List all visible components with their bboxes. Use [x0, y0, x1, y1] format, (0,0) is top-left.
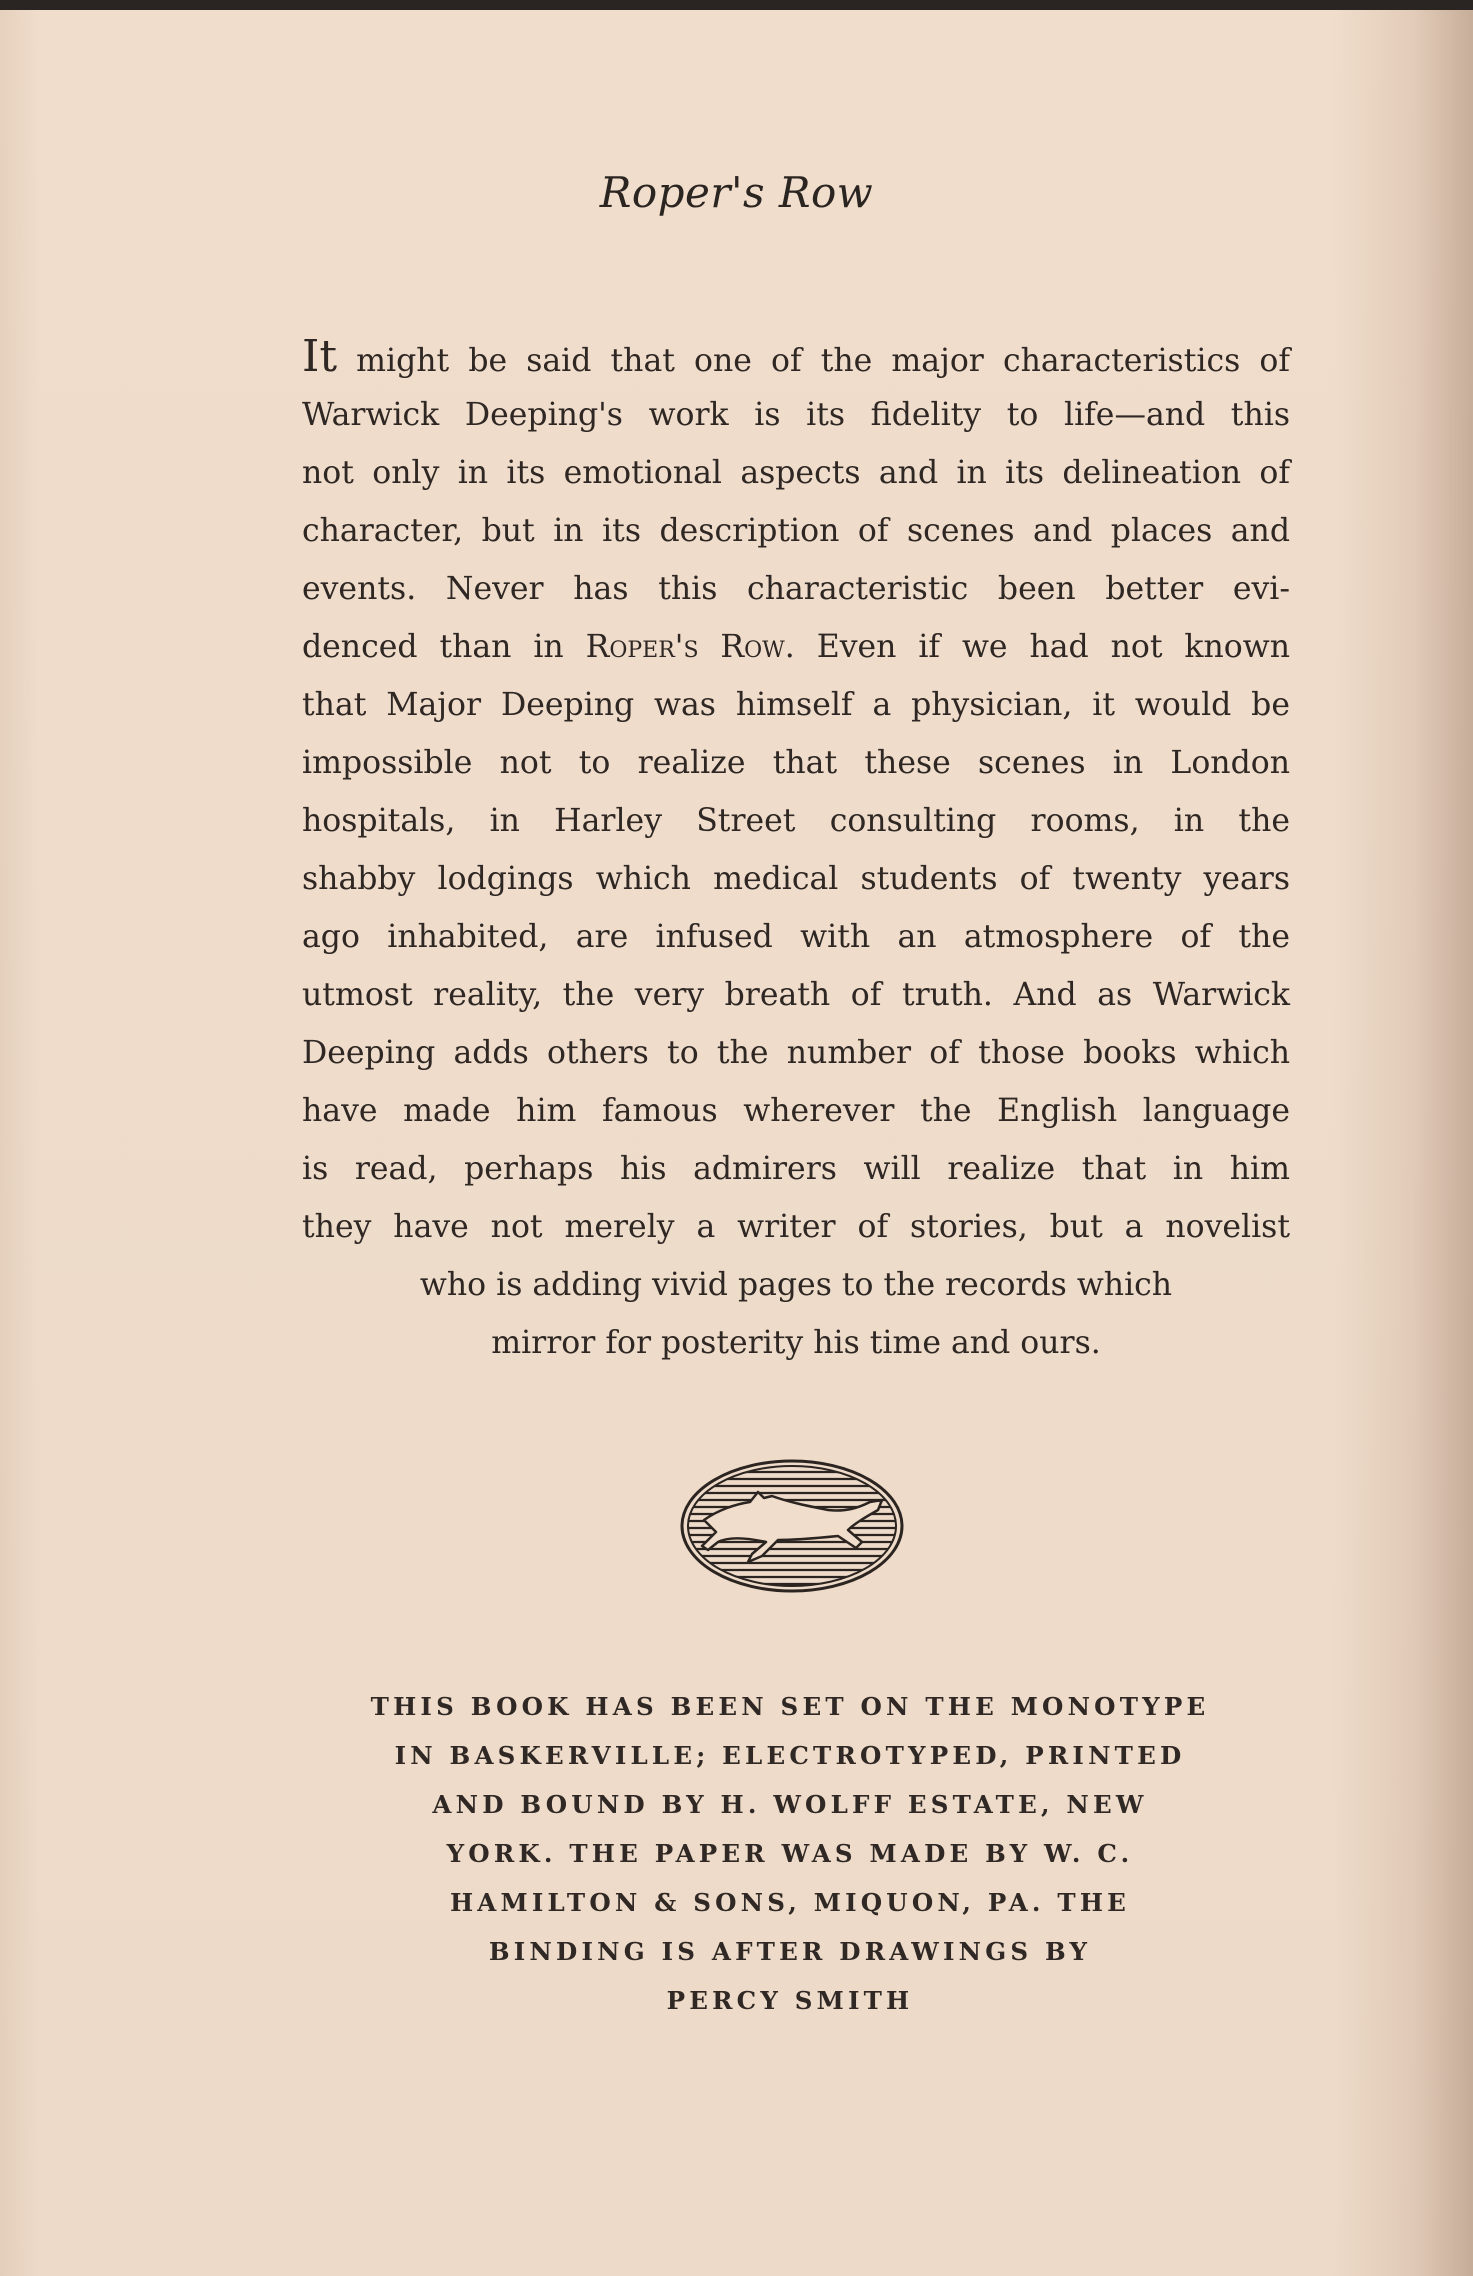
- blurb-line-3: not only in its emotional aspects and in its delineation of: [302, 455, 1290, 491]
- blurb-line-6-pre: denced than in: [302, 629, 586, 665]
- colophon-line-4: YORK. THE PAPER WAS MADE BY W. C.: [446, 1839, 1134, 1868]
- colophon-line-6: BINDING IS AFTER DRAWINGS BY: [488, 1937, 1092, 1966]
- jacket-blurb: [302, 328, 1290, 1372]
- blurb-line-6: [302, 618, 1290, 676]
- blurb-line-5: events. Never has this characteristic been better evi-: [302, 571, 1290, 607]
- book-page: [0, 10, 1473, 2276]
- colophon-line-7: PERCY SMITH: [666, 1986, 914, 2015]
- blurb-line-14: have made him famous wherever the English language: [302, 1093, 1290, 1129]
- running-head: Roper's Row: [599, 168, 874, 217]
- book-title-smallcaps: Roper's Row: [585, 629, 785, 665]
- blurb-line-2: Warwick Deeping's work is its fidelity to life—and this: [302, 397, 1290, 433]
- colophon-line-2: IN BASKERVILLE; ELECTROTYPED, PRINTED: [394, 1741, 1186, 1770]
- blurb-line-13: Deeping adds others to the number of those books which: [302, 1035, 1290, 1071]
- blurb-line-1-text: might be said that one of the major characteristics of: [337, 343, 1290, 379]
- blurb-line-15: is read, perhaps his admirers will realize that in him: [302, 1151, 1290, 1187]
- blurb-line-11: ago inhabited, are infused with an atmosphere of the: [302, 919, 1290, 955]
- blurb-line-10: shabby lodgings which medical students of twenty years: [302, 861, 1290, 897]
- running-dog-oval-icon: [678, 1458, 906, 1594]
- blurb-line-4: character, but in its description of scenes and places and: [302, 513, 1290, 549]
- colophon-line-5: HAMILTON & SONS, MIQUON, PA. THE: [449, 1888, 1131, 1917]
- blurb-line-1: [302, 328, 1290, 386]
- blurb-lead-word: It: [302, 331, 338, 382]
- colophon: [300, 1682, 1280, 2025]
- blurb-line-9: hospitals, in Harley Street consulting rooms, in the: [302, 803, 1290, 839]
- blurb-line-12: utmost reality, the very breath of truth. And as Warwick: [302, 977, 1290, 1013]
- colophon-line-3: AND BOUND BY H. WOLFF ESTATE, NEW: [432, 1790, 1148, 1819]
- blurb-line-8: impossible not to realize that these scenes in London: [302, 745, 1290, 781]
- blurb-line-16: they have not merely a writer of stories, but a novelist: [302, 1209, 1290, 1245]
- blurb-line-6-post: . Even if we had not known: [784, 629, 1290, 665]
- blurb-line-17: who is adding vivid pages to the records which: [419, 1267, 1173, 1303]
- blurb-line-18: mirror for posterity his time and ours.: [491, 1325, 1101, 1361]
- blurb-line-7: that Major Deeping was himself a physician, it would be: [302, 687, 1290, 723]
- colophon-line-1: THIS BOOK HAS BEEN SET ON THE MONOTYPE: [370, 1692, 1210, 1721]
